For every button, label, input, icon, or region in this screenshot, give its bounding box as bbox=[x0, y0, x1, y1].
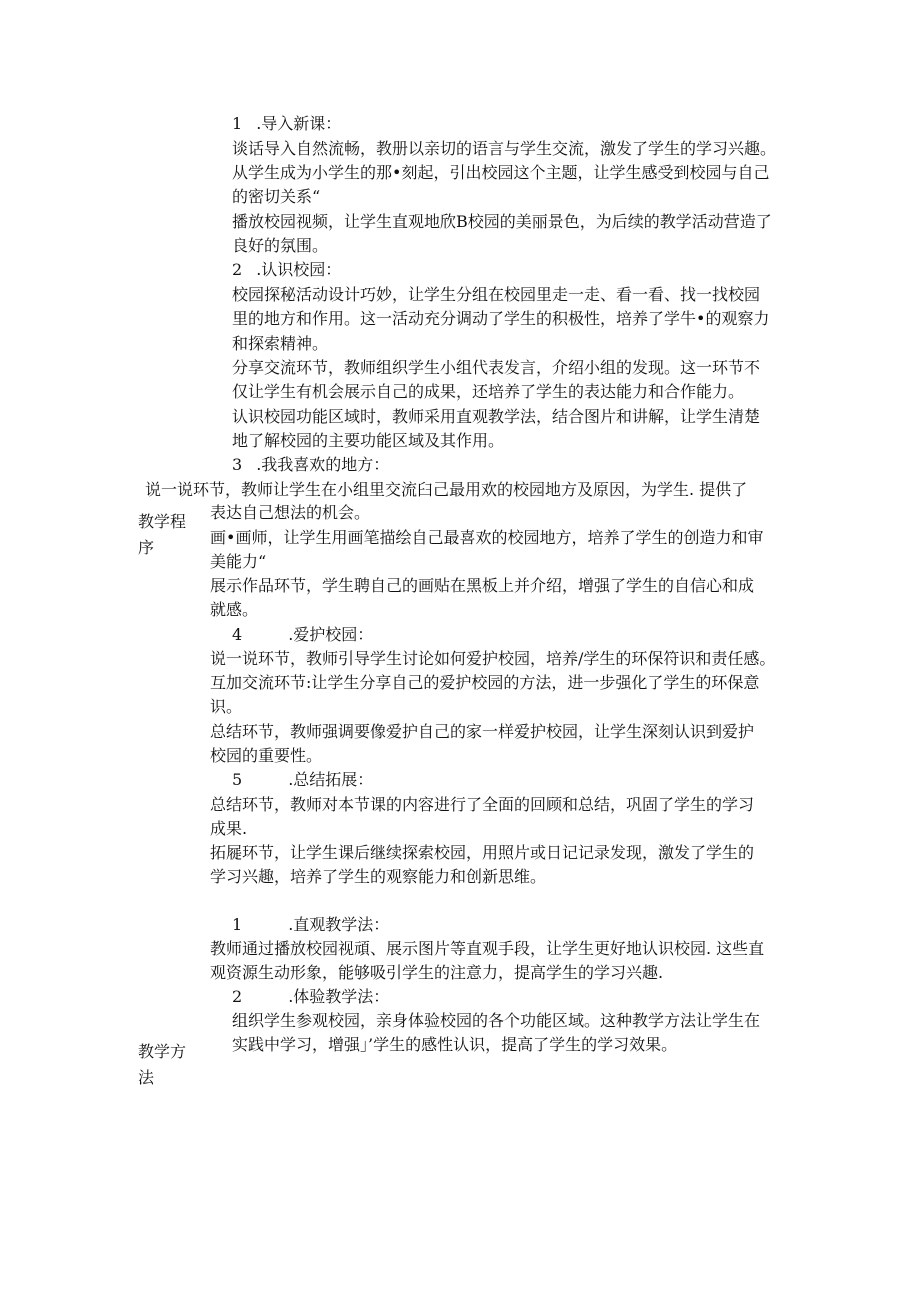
paragraph-line: 拓屣环节，让学生课后继续探索校园，用照片或日记记录发现，激发了学生的 bbox=[210, 843, 755, 862]
paragraph-line: 观资源生动形象，能够吸引学生的注意力，提高学生的学习兴趣. bbox=[210, 963, 664, 982]
paragraph-line: 播放校园视频，让学生直观地欣B校园的美丽景色，为后续的教学活动营造了 bbox=[232, 212, 772, 231]
paragraph-line: 美能力“ bbox=[210, 552, 267, 571]
paragraph-line: 总结环节，教师对本节课的内容进行了全面的回顾和总结，巩固了学生的学习 bbox=[210, 795, 755, 814]
paragraph-line: 教师通过播放校园视頑、展示图片等直观手段，让学生更好地认识校园. 这些直 bbox=[210, 939, 765, 958]
paragraph-line: 学习兴趣，培养了学生的观察能力和创新思维。 bbox=[210, 867, 547, 886]
paragraph-line: 说一说环节，教师让学生在小组里交流臼己最用欢的校园地方及原因，为学生. 提供了 bbox=[145, 480, 748, 499]
label-line: 序 bbox=[138, 538, 155, 557]
section-heading: 1 .导入新课： bbox=[232, 114, 342, 133]
paragraph-line: 展示作品环节，学生聘自己的画贴在黑板上并介绍，增强了学生的自信心和成 bbox=[210, 576, 755, 595]
section-heading: 3 .我我喜欢的地方： bbox=[232, 455, 390, 474]
paragraph-line: 分享交流环节，教师组织学生小组代表发言，介绍小组的发现。这一环节不 bbox=[232, 358, 761, 377]
paragraph-line: 谈话导入自然流畅，教册以亲切的语言与学生交流，激发了学生的学习兴趣。 bbox=[232, 139, 777, 158]
paragraph-line: 认识校园功能区域时，教师采用直观教学法，结合图片和讲解，让学生清楚 bbox=[232, 407, 761, 426]
paragraph-line: 就感。 bbox=[210, 600, 259, 619]
paragraph-line: 画•画师，让学生用画笔描绘自己最喜欢的校园地方，培养了学生的创造力和审 bbox=[210, 528, 764, 547]
paragraph-line: 识。 bbox=[210, 697, 243, 716]
section-heading: 2 .认识校园： bbox=[232, 260, 342, 279]
paragraph-line: 校园的重要性。 bbox=[210, 746, 323, 765]
paragraph-line: 和探索精神。 bbox=[232, 334, 329, 353]
paragraph-line: 校园探秘活动设计巧妙，让学生分组在校园里走一走、看一看、找一找校园 bbox=[232, 285, 761, 304]
method-heading: 2 .体验教学法： bbox=[232, 987, 390, 1006]
paragraph-line: 总结环节，教师强调要像爱护自己的家一样爱护校园，让学生深刻认识到爱护 bbox=[210, 722, 755, 741]
paragraph-line: 仅让学生有机会展示自己的成果，还培养了学生的表达能力和合作能力。 bbox=[232, 382, 745, 401]
label-line: 教学方 bbox=[138, 1042, 187, 1061]
section-heading: 5 .总结拓展： bbox=[232, 770, 374, 789]
paragraph-line: 良好的氛围。 bbox=[232, 236, 329, 255]
paragraph-line: 组织学生参观校园，亲身体验校园的各个功能区域。这种教学方法让学生在 bbox=[232, 1011, 761, 1030]
paragraph-line: 互加交流环节:让学生分享自己的爱护校园的方法，进一步强化了学生的环保意 bbox=[210, 673, 760, 692]
paragraph-line: 表达自己想法的机会。 bbox=[210, 503, 371, 522]
paragraph-line: 地了解校园的主要功能区域及其作用。 bbox=[232, 431, 505, 450]
label-line: 教学程 bbox=[138, 512, 187, 531]
paragraph-line: 说一说环节，教师引导学生讨论如何爱护校园，培养/学生的环保符识和责任感。 bbox=[210, 649, 776, 668]
method-heading: 1 .直观教学法： bbox=[232, 915, 390, 934]
label-teaching-method bbox=[138, 1039, 186, 1091]
paragraph-line: 成果. bbox=[210, 819, 248, 838]
paragraph-line: 从学生成为小学生的那•刻起，引出校园这个主题，让学生感受到校园与自己 bbox=[232, 163, 770, 182]
paragraph-line: 实践中学习，增强」’学生的感性认识，提高了学生的学习效果。 bbox=[232, 1035, 678, 1054]
paragraph-line: 里的地方和作用。这一活动充分调动了学生的积极性，培养了学牛•的观察力 bbox=[232, 309, 770, 328]
label-line: 法 bbox=[138, 1068, 155, 1087]
label-teaching-procedure bbox=[138, 509, 186, 561]
section-heading: 4 .爱护校园： bbox=[232, 625, 374, 644]
paragraph-line: 的密切关系“ bbox=[232, 187, 321, 206]
